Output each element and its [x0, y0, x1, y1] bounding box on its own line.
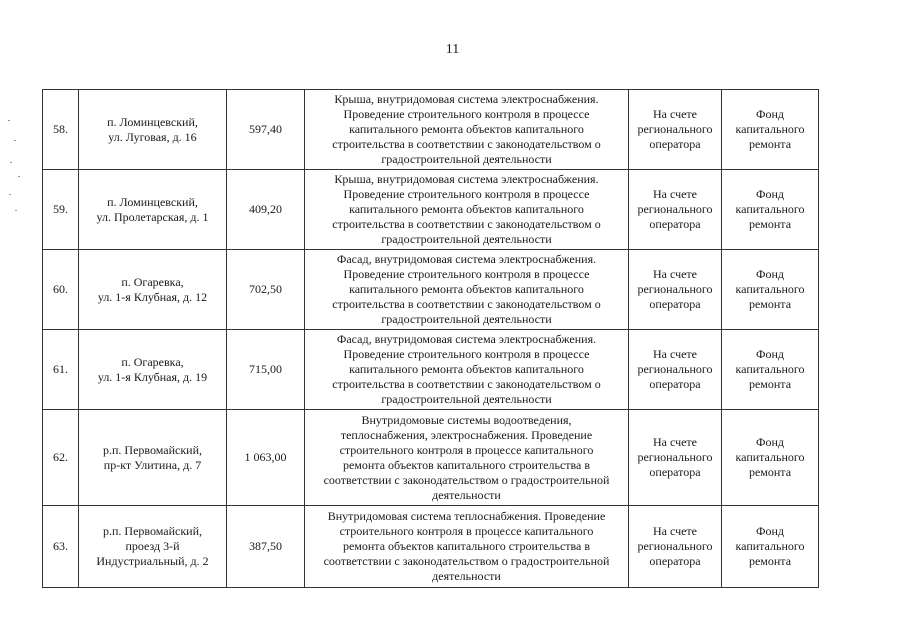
- address-cell: [79, 170, 227, 250]
- funding-source-cell: [722, 506, 819, 588]
- account-cell-line: регионального: [637, 282, 713, 296]
- area-cell: 715,00: [227, 330, 305, 410]
- row-number-cell: 58.: [43, 90, 79, 170]
- account-cell-line: оператора: [649, 297, 701, 311]
- account-cell-line: оператора: [649, 217, 701, 231]
- works-table: [42, 89, 819, 588]
- funding-source-cell-line: Фонд: [755, 435, 784, 449]
- funding-source-cell-line: капитального: [735, 539, 805, 553]
- row-number-cell: 59.: [43, 170, 79, 250]
- account-cell-line: регионального: [637, 450, 713, 464]
- address-cell-line: ул. 1-я Клубная, д. 19: [97, 369, 208, 384]
- works-cell-line: градостроительной деятельности: [381, 152, 552, 166]
- works-cell-line: градостроительной деятельности: [381, 392, 552, 406]
- account-cell-line: На счете: [652, 107, 697, 121]
- table-row: [43, 90, 819, 170]
- funding-source-cell: [722, 250, 819, 330]
- address-cell-line: ул. Пролетарская, д. 1: [96, 209, 209, 224]
- account-cell-line: На счете: [652, 187, 697, 201]
- account-cell: [629, 506, 722, 588]
- works-cell: [305, 506, 629, 588]
- funding-source-cell-line: капитального: [735, 282, 805, 296]
- address-cell: [79, 90, 227, 170]
- works-cell: [305, 90, 629, 170]
- works-cell-line: Фасад, внутридомовая система электроснабжения.: [336, 252, 597, 266]
- address-cell-line: п. Ломинцевский,: [107, 114, 198, 129]
- account-cell-line: оператора: [649, 465, 701, 479]
- account-cell-line: оператора: [649, 377, 701, 391]
- funding-source-cell-line: Фонд: [755, 107, 784, 121]
- table-row: [43, 330, 819, 410]
- works-cell-line: строительного контроля в процессе капитального: [339, 442, 594, 457]
- account-cell: [629, 90, 722, 170]
- works-cell-line: деятельности: [432, 487, 501, 502]
- works-cell-line: соответствии с законодательством о градостроительной: [323, 472, 610, 487]
- scan-artifact-marks: [6, 110, 36, 230]
- area-cell: 702,50: [227, 250, 305, 330]
- works-cell-line: Проведение строительного контроля в процессе: [343, 107, 590, 121]
- address-cell-line: пр-кт Улитина, д. 7: [103, 457, 202, 472]
- area-cell: 387,50: [227, 506, 305, 588]
- area-cell: 1 063,00: [227, 410, 305, 506]
- works-cell-line: строительства в соответствии с законодательством о: [332, 137, 601, 151]
- works-cell-line: Проведение строительного контроля в процессе: [343, 267, 590, 281]
- funding-source-cell: [722, 330, 819, 410]
- works-cell-line: Проведение строительного контроля в процессе: [343, 187, 590, 201]
- funding-source-cell-line: Фонд: [755, 267, 784, 281]
- row-number-cell: 63.: [43, 506, 79, 588]
- funding-source-cell-line: ремонта: [748, 137, 792, 151]
- works-cell: [305, 170, 629, 250]
- address-cell: [79, 250, 227, 330]
- account-cell-line: На счете: [652, 435, 697, 449]
- works-cell-line: Внутридомовая система теплоснабжения. Проведение: [327, 509, 606, 523]
- address-cell-line: ул. 1-я Клубная, д. 12: [97, 289, 208, 304]
- funding-source-cell-line: капитального: [735, 362, 805, 376]
- address-cell-line: Индустриальный, д. 2: [96, 554, 209, 568]
- account-cell-line: На счете: [652, 347, 697, 361]
- works-cell-line: Крыша, внутридомовая система электроснабжения.: [334, 92, 599, 106]
- row-number-cell: 62.: [43, 410, 79, 506]
- page-number: 11: [445, 42, 460, 57]
- works-cell-line: строительного контроля в процессе капитального: [339, 524, 594, 538]
- works-cell: [305, 410, 629, 506]
- works-cell: [305, 250, 629, 330]
- funding-source-cell-line: Фонд: [755, 187, 784, 201]
- funding-source-cell-line: ремонта: [748, 554, 792, 568]
- works-cell-line: Проведение строительного контроля в процессе: [343, 347, 590, 361]
- works-cell-line: Фасад, внутридомовая система электроснабжения.: [336, 332, 597, 346]
- address-cell-line: ул. Луговая, д. 16: [108, 129, 197, 144]
- account-cell: [629, 170, 722, 250]
- table-row: [43, 170, 819, 250]
- funding-source-cell-line: Фонд: [755, 347, 784, 361]
- funding-source-cell: [722, 90, 819, 170]
- funding-source-cell-line: Фонд: [755, 524, 784, 538]
- funding-source-cell-line: ремонта: [748, 465, 792, 479]
- account-cell-line: На счете: [652, 267, 697, 281]
- row-number-cell: 61.: [43, 330, 79, 410]
- account-cell: [629, 330, 722, 410]
- address-cell: [79, 330, 227, 410]
- account-cell-line: регионального: [637, 362, 713, 376]
- works-cell-line: ремонта объектов капитального строительства в: [342, 457, 591, 472]
- works-cell-line: градостроительной деятельности: [381, 312, 552, 326]
- funding-source-cell-line: капитального: [735, 202, 805, 216]
- works-cell-line: Крыша, внутридомовая система электроснабжения.: [334, 172, 599, 186]
- address-cell-line: проезд 3-й: [125, 539, 180, 553]
- account-cell-line: оператора: [649, 554, 701, 568]
- address-cell: [79, 506, 227, 588]
- works-cell-line: строительства в соответствии с законодательством о: [332, 217, 601, 231]
- account-cell-line: На счете: [652, 524, 697, 538]
- account-cell: [629, 410, 722, 506]
- funding-source-cell: [722, 410, 819, 506]
- table-row: [43, 410, 819, 506]
- funding-source-cell-line: капитального: [735, 122, 805, 136]
- row-number-cell: 60.: [43, 250, 79, 330]
- address-cell-line: п. Ломинцевский,: [107, 194, 198, 209]
- works-cell-line: строительства в соответствии с законодательством о: [332, 377, 601, 391]
- works-cell-line: деятельности: [432, 569, 501, 583]
- area-cell: 597,40: [227, 90, 305, 170]
- account-cell-line: регионального: [637, 539, 713, 553]
- works-cell-line: теплоснабжения, электроснабжения. Проведение: [340, 427, 593, 442]
- account-cell-line: оператора: [649, 137, 701, 151]
- works-cell-line: капитального ремонта объектов капитального: [349, 202, 584, 216]
- address-cell-line: п. Огаревка,: [121, 274, 184, 289]
- works-cell-line: строительства в соответствии с законодательством о: [332, 297, 601, 311]
- address-cell: [79, 410, 227, 506]
- table-body: [43, 90, 819, 588]
- works-cell-line: соответствии с законодательством о градостроительной: [323, 554, 610, 568]
- account-cell-line: регионального: [637, 122, 713, 136]
- works-cell: [305, 330, 629, 410]
- works-cell-line: градостроительной деятельности: [381, 232, 552, 246]
- account-cell: [629, 250, 722, 330]
- account-cell-line: регионального: [637, 202, 713, 216]
- area-cell: 409,20: [227, 170, 305, 250]
- address-cell-line: п. Огаревка,: [121, 354, 184, 369]
- funding-source-cell-line: капитального: [735, 450, 805, 464]
- funding-source-cell-line: ремонта: [748, 377, 792, 391]
- works-cell-line: капитального ремонта объектов капитального: [349, 122, 584, 136]
- funding-source-cell-line: ремонта: [748, 217, 792, 231]
- works-cell-line: ремонта объектов капитального строительства в: [342, 539, 591, 553]
- funding-source-cell: [722, 170, 819, 250]
- works-cell-line: капитального ремонта объектов капитального: [349, 362, 584, 376]
- funding-source-cell-line: ремонта: [748, 297, 792, 311]
- table-row: [43, 506, 819, 588]
- address-cell-line: р.п. Первомайский,: [102, 442, 203, 457]
- address-cell-line: р.п. Первомайский,: [102, 524, 203, 538]
- works-cell-line: Внутридомовые системы водоотведения,: [361, 412, 572, 427]
- table-row: [43, 250, 819, 330]
- works-cell-line: капитального ремонта объектов капитального: [349, 282, 584, 296]
